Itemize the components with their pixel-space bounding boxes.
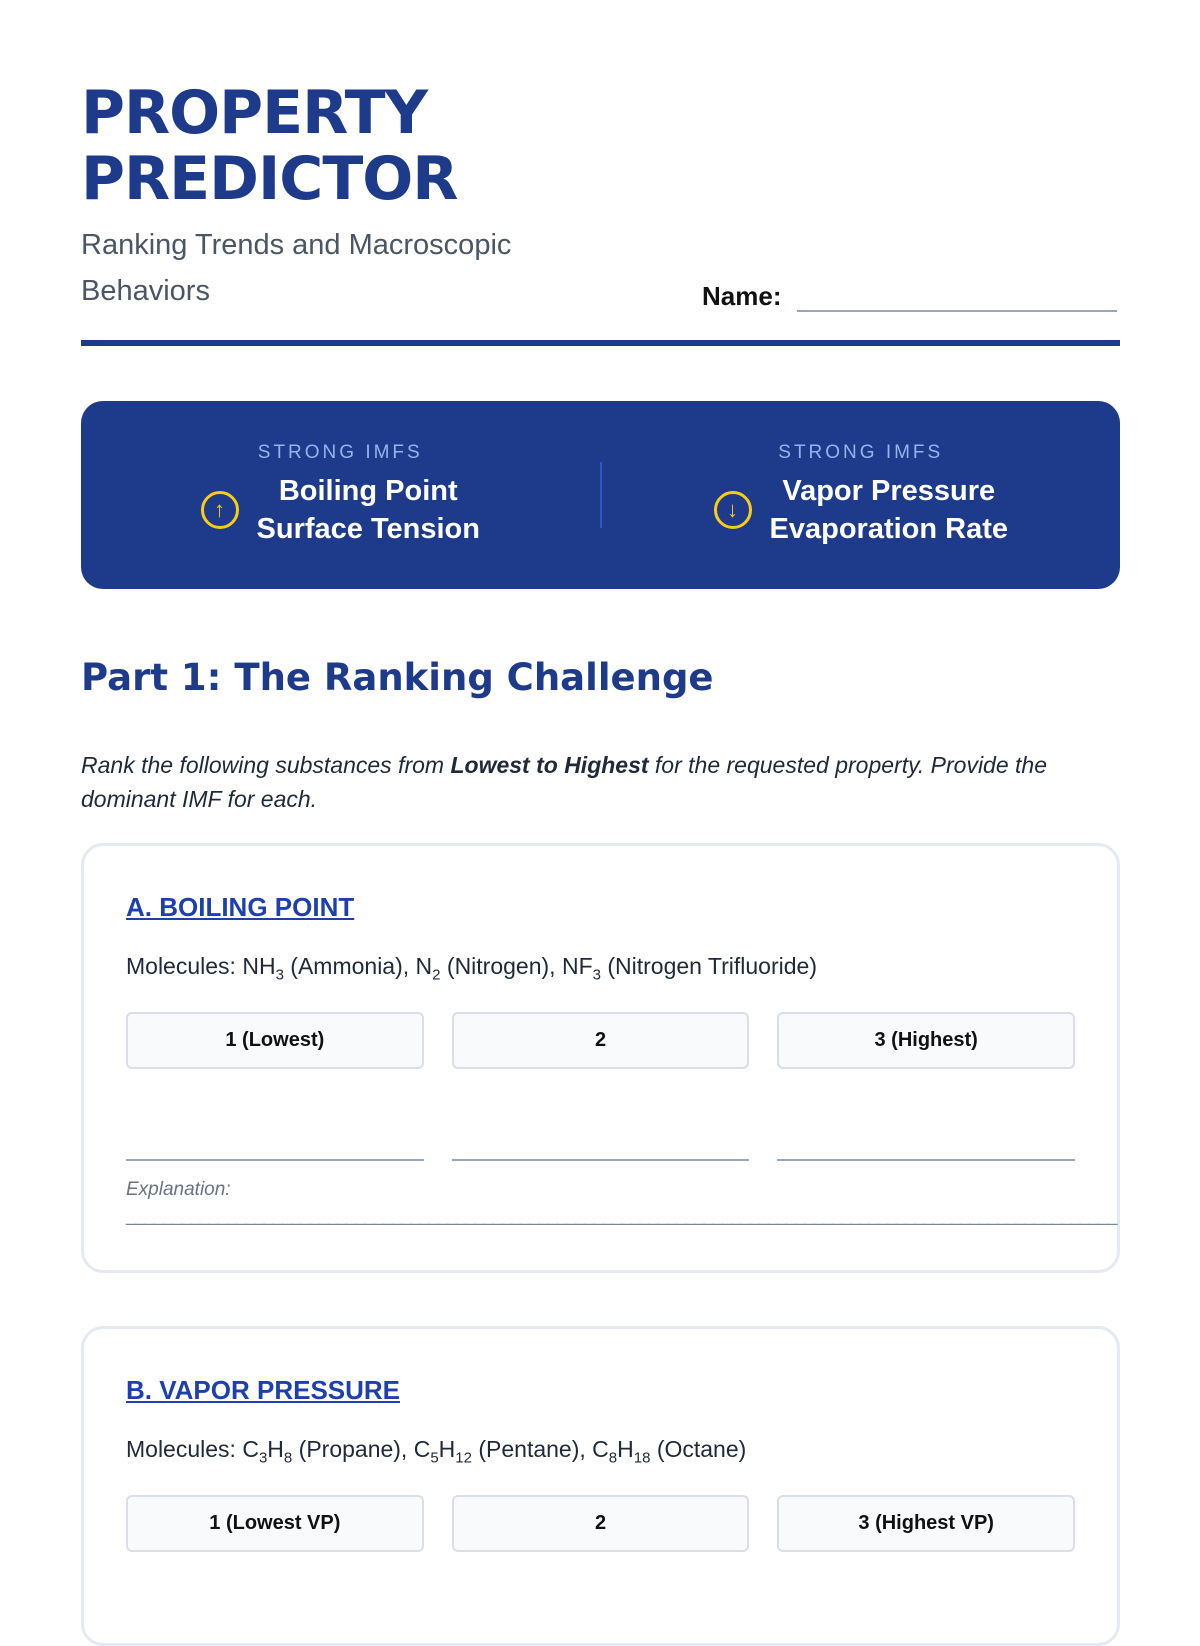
name-input-line[interactable]	[797, 276, 1117, 312]
banner-right	[602, 442, 1121, 548]
arrow-down-circle-icon: ↓	[714, 491, 752, 529]
molecules-formulas: $C_3H_8$ (Propane), $C_5H_{12}$ (Pentane), $C_8H_{18}$ (Octane)	[242, 1436, 747, 1467]
answer-line-2[interactable]	[452, 1159, 750, 1161]
title-line-2: PREDICTOR	[81, 144, 458, 214]
molecules-label: Molecules:	[126, 1436, 243, 1462]
instr-text: Rank the following substances from	[81, 752, 451, 778]
banner-right-label: STRONG IMFS	[778, 442, 944, 463]
arrow-up-circle-icon: ↑	[201, 491, 239, 529]
section-heading: B. VAPOR PRESSURE	[126, 1375, 401, 1405]
rank-box-3: 3 (Highest)	[777, 1012, 1075, 1069]
molecules-label: Molecules:	[126, 953, 243, 979]
explanation-label: Explanation:	[126, 1178, 231, 1200]
name-label: Name:	[702, 281, 782, 311]
answer-line-1[interactable]	[126, 1159, 424, 1161]
molecules-list	[126, 953, 1075, 984]
rank-box-2: 2	[452, 1495, 750, 1552]
imf-summary-banner	[81, 401, 1120, 589]
part1-instructions	[81, 748, 1101, 816]
part1-heading: Part 1: The Ranking Challenge	[81, 656, 714, 699]
banner-left-label: STRONG IMFS	[257, 442, 423, 463]
section-card-boiling-point	[81, 843, 1120, 1273]
banner-left-line1: Boiling Point	[278, 475, 458, 507]
section-heading: A. BOILING POINT	[126, 892, 355, 922]
name-field-group	[702, 276, 1117, 312]
title-line-1: PROPERTY	[81, 78, 428, 148]
instr-emphasis: Lowest to Highest	[450, 752, 649, 778]
banner-right-line2: Evaporation Rate	[769, 513, 1008, 545]
molecules-formulas: $NH_3$ (Ammonia), $N_2$ (Nitrogen), $NF_3$ (Nitrogen Trifluoride)	[242, 953, 817, 984]
answer-line-3[interactable]	[777, 1159, 1075, 1161]
banner-left	[81, 442, 600, 548]
page-subtitle: Ranking Trends and Macroscopic Behaviors	[81, 229, 512, 307]
molecules-list	[126, 1436, 1075, 1467]
section-card-vapor-pressure	[81, 1326, 1120, 1646]
header-divider	[81, 340, 1120, 346]
page-title	[81, 80, 457, 212]
instr-text-end: for the requested property. Provide the dominant IMF for each.	[81, 752, 1047, 812]
rank-box-1: 1 (Lowest VP)	[126, 1495, 424, 1552]
rank-box-2: 2	[452, 1012, 750, 1069]
explanation-line[interactable]: ____________________________________________________________________________________________________________	[126, 1204, 1117, 1226]
rank-box-1: 1 (Lowest)	[126, 1012, 424, 1069]
banner-left-line2: Surface Tension	[256, 513, 480, 545]
banner-right-line1: Vapor Pressure	[782, 475, 996, 507]
rank-box-3: 3 (Highest VP)	[777, 1495, 1075, 1552]
